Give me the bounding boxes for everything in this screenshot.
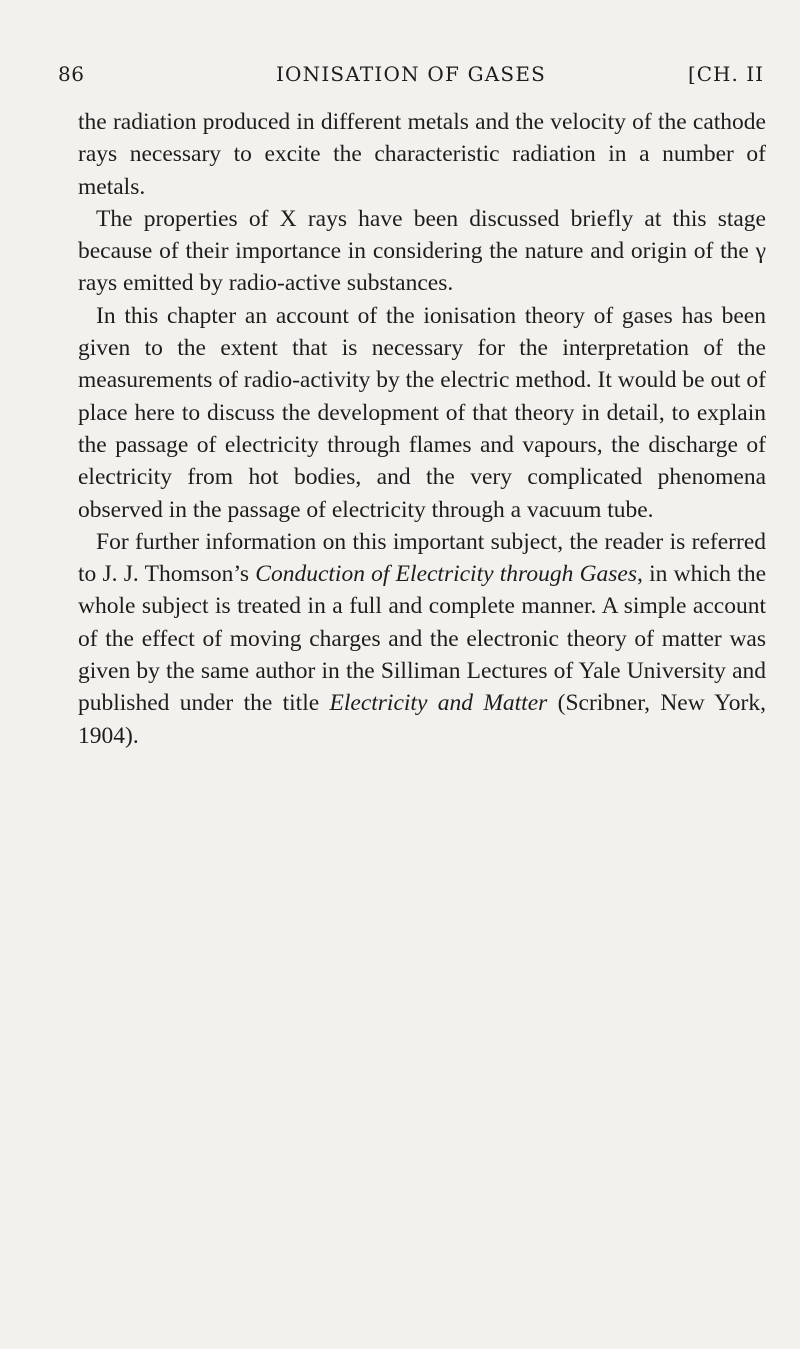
paragraph-4 bbox=[78, 526, 766, 752]
paragraph-1: the radiation produced in different metals and the velocity of the cathode rays necessary to excite the characteristic radiation in a number of metals. bbox=[78, 109, 766, 200]
running-head bbox=[58, 62, 764, 94]
paragraph-3: In this chapter an account of the ionisation theory of gases has been given to the extent that is necessary for the interpretation of the measurements of radio-activity by the electric method. It would be out of place here to discuss the development of that theory in detail, to explain the passage of electricity through flames and vapours, the discharge of electricity from hot bodies, and the very complicated phenomena observed in the passage of electricity through a vacuum tube. bbox=[78, 302, 766, 523]
chapter-reference: [CH. II bbox=[687, 62, 764, 86]
paragraph-4-text-3: (Scribner, New York, 1904). bbox=[78, 690, 766, 749]
book-title-electricity-and-matter: Electricity and Matter bbox=[329, 690, 548, 717]
paragraph-4-text-2: , in which the whole subject is treated in a full and complete manner. A simple account of the effect of moving charges and the electronic theory of matter was given by the same author in the Silliman Lectures of Yale University and published under the title bbox=[78, 561, 766, 717]
paragraph-4-text-1: For further information on this important subject, the reader is referred to J. J. Thomson’s bbox=[78, 528, 766, 588]
page-number: 86 bbox=[58, 62, 85, 86]
book-title-conduction: Conduction of Electricity through Gases bbox=[255, 561, 638, 588]
body-text bbox=[78, 106, 766, 752]
running-title: IONISATION OF GASES bbox=[275, 62, 547, 86]
paragraph-2: The properties of X rays have been discussed briefly at this stage because of their importance in considering the nature and origin of the γ rays emitted by radio-active substances. bbox=[78, 205, 766, 297]
